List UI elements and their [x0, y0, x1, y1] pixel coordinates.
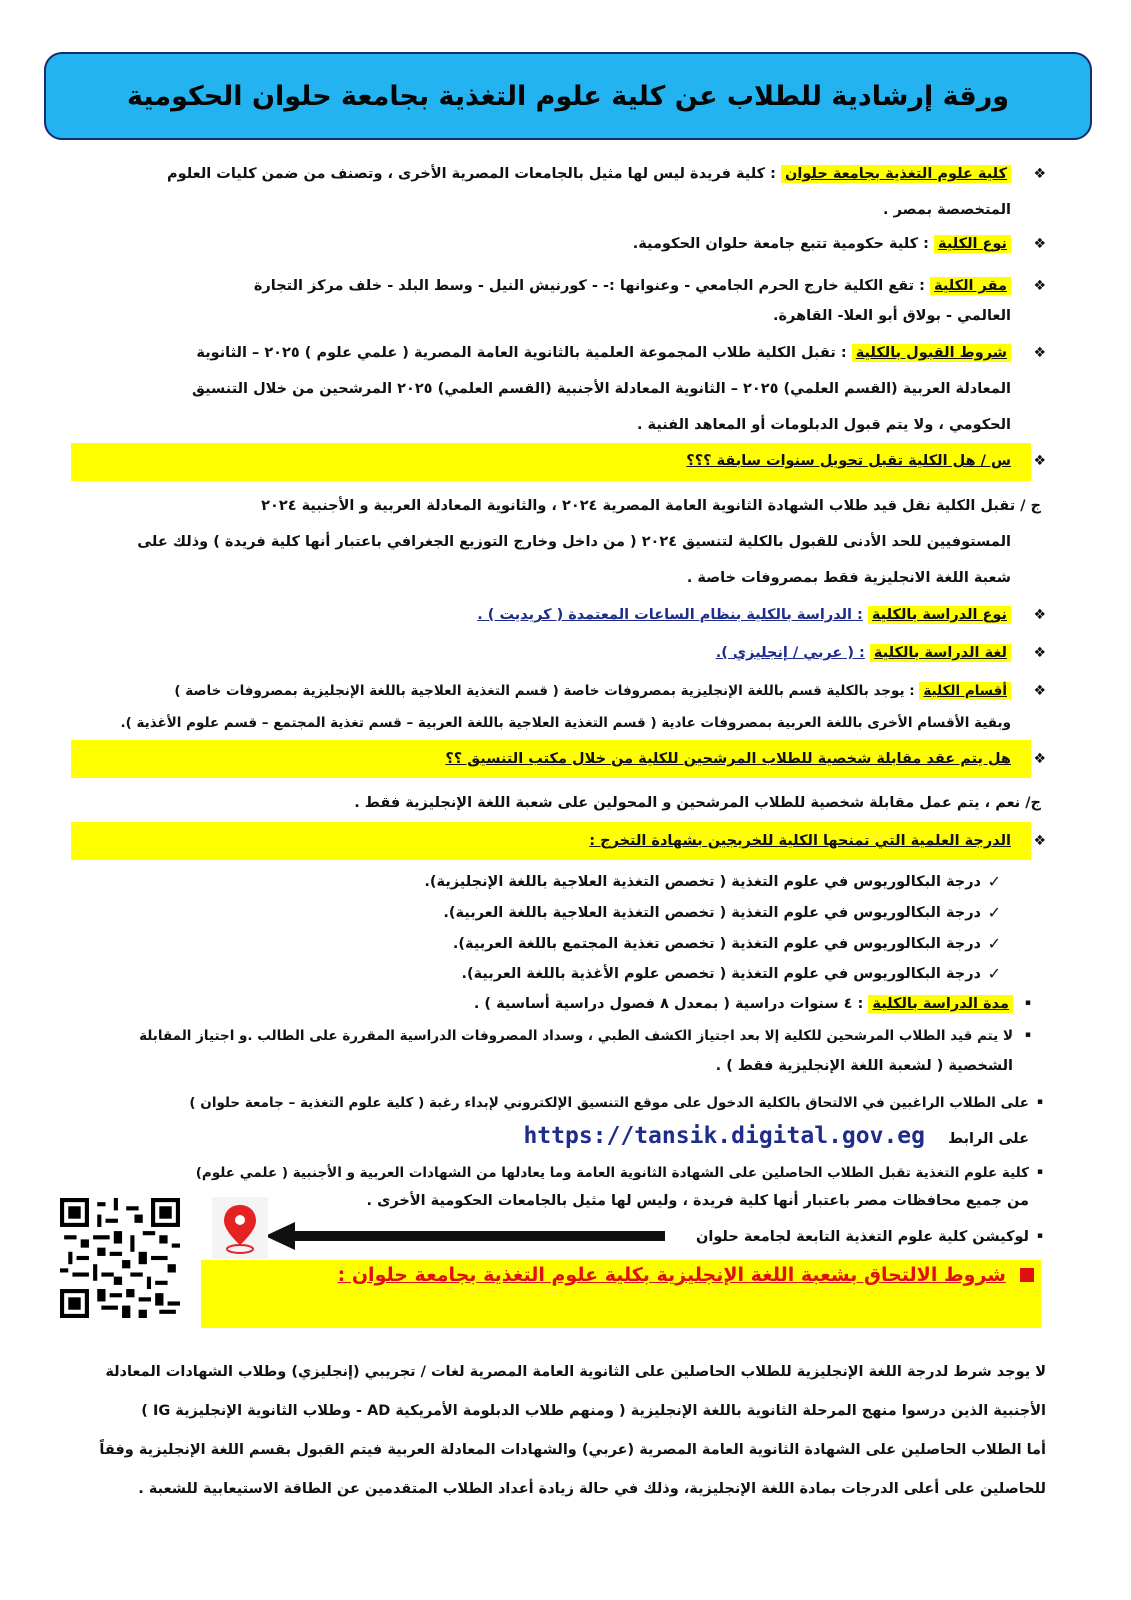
admission-label: شروط القبول بالكلية: [852, 344, 1011, 362]
departments-text: : يوجد بالكلية قسم باللغة الإنجليزية بمصروفات خاصة ( قسم التغذية العلاجية باللغة الإنجليزية بمصروفات خاصة ): [174, 683, 915, 699]
admission-text: : تقبل الكلية طلاب المجموعة العلمية بالثانوية العامة المصرية ( علمي علوم ) ٢٠٢٥ – الثانوية: [196, 345, 847, 361]
degree-item: درجة البكالوريوس في علوم التغذية ( تخصص تغذية المجتمع باللغة العربية).: [452, 936, 981, 952]
answer-interview: ج/ نعم ، يتم عمل مقابلة شخصية للطلاب المرشحين و المحولين على شعبة اللغة الإنجليزية فقط .: [354, 795, 1041, 811]
square-bullet-icon: ▪: [1024, 998, 1031, 1008]
map-pin-icon[interactable]: [212, 1197, 268, 1259]
type-text: : كلية حكومية تتبع جامعة حلوان الحكومية.: [632, 236, 929, 252]
page-title-box: [44, 52, 1092, 140]
location-text-2: العالمي - بولاق أبو العلا- القاهرة.: [772, 308, 1011, 324]
apply-note: على الطلاب الراغبين في الالتحاق بالكلية الدخول على موقع التنسيق الإلكتروني لإبداء رغبة ( كلية علوم التغذية – جامعة حلوان ): [189, 1095, 1029, 1111]
study-type-text: : الدراسة بالكلية بنظام الساعات المعتمدة ( كريديت ) .: [477, 607, 863, 623]
departments-text-2: وبقية الأقسام الأخرى باللغة العربية بمصروفات عادية ( قسم التغذية العلاجية باللغة العربية – قسم تغذية المجتمع – قسم علوم الأغذية ).: [120, 715, 1011, 731]
intro-text: : كلية فريدة ليس لها مثيل بالجامعات المصرية الأخرى ، وتصنف من ضمن كليات العلوم: [167, 166, 776, 182]
enroll-note-2: الشخصية ( لشعبة اللغة الإنجليزية فقط ) .: [715, 1058, 1013, 1074]
bullet-icon: ❖: [1033, 833, 1046, 849]
accept-note: كلية علوم التغذية تقبل الطلاب الحاصلين على الشهادة الثانوية العامة وما يعادلها من الشهادات العربية و الأجنبية ( علمي علوم): [195, 1165, 1029, 1181]
english-heading: شروط الالتحاق بشعبة اللغة الإنجليزية بكلية علوم التغذية بجامعة حلوان :: [337, 1264, 1006, 1286]
bullet-icon: ❖: [1033, 345, 1046, 361]
language-label: لغة الدراسة بالكلية: [870, 644, 1011, 662]
language-text: : ( عربي / إنجليزي ).: [715, 645, 865, 661]
location-note: لوكيشن كلية علوم التغذية التابعة لجامعة حلوان: [695, 1229, 1029, 1245]
bullet-icon: ❖: [1033, 607, 1046, 623]
bullet-icon: ❖: [1033, 751, 1046, 767]
admission-text-3: الحكومي ، ولا يتم قبول الدبلومات أو المعاهد الفنية .: [636, 417, 1011, 433]
check-icon: ✓: [987, 903, 1001, 922]
duration-label: مدة الدراسة بالكلية: [868, 995, 1013, 1013]
question-interview: هل يتم عقد مقابلة شخصية للطلاب المرشحين للكلية من خلال مكتب التنسيق ؟؟: [445, 751, 1011, 767]
location-label: مقر الكلية: [930, 277, 1011, 295]
bullet-icon: ❖: [1033, 453, 1046, 469]
admission-text-2: المعادلة العربية (القسم العلمي) ٢٠٢٥ – الثانوية المعادلة الأجنبية (القسم العلمي) ٢٠٢٥ المرشحين من خلال التنسيق: [192, 381, 1011, 397]
arrow-left-icon: [265, 1222, 665, 1250]
tansik-link[interactable]: https://tansik.digital.gov.eg: [523, 1123, 926, 1149]
square-bullet-icon: ▪: [1036, 1231, 1043, 1241]
red-square-bullet-icon: [1020, 1268, 1034, 1282]
question-transfer: س / هل الكلية تقبل تحويل سنوات سابقة ؟؟؟: [686, 453, 1011, 469]
page-title: ورقة إرشادية للطلاب عن كلية علوم التغذية بجامعة حلوان الحكومية: [126, 80, 1010, 112]
duration-text: : ٤ سنوات دراسية ( بمعدل ٨ فصول دراسية أساسية ) .: [473, 996, 864, 1012]
bullet-icon: ❖: [1033, 236, 1046, 252]
square-bullet-icon: ▪: [1024, 1030, 1031, 1040]
check-icon: ✓: [987, 934, 1001, 953]
answer-transfer-3: شعبة اللغة الانجليزية فقط بمصروفات خاصة .: [686, 570, 1011, 586]
degree-item: درجة البكالوريوس في علوم التغذية ( تخصص علوم الأغذية باللغة العربية).: [461, 966, 981, 982]
degree-item: درجة البكالوريوس في علوم التغذية ( تخصص التغذية العلاجية باللغة العربية).: [443, 905, 981, 921]
check-icon: ✓: [987, 872, 1001, 891]
square-bullet-icon: ▪: [1036, 1167, 1043, 1177]
answer-transfer-1: ج / تقبل الكلية نقل قيد طلاب الشهادة الثانوية العامة المصرية ٢٠٢٤ ، والثانوية المعادلة العربية و الأجنبية ٢٠٢٤: [261, 498, 1041, 514]
accept-note-2: من جميع محافظات مصر باعتبار أنها كلية فريدة ، وليس لها مثيل بالجامعات الحكومية الأخرى .: [366, 1193, 1029, 1209]
location-text: : تقع الكلية خارج الحرم الجامعي - وعنوانها :- - كورنيش النيل - وسط البلد - خلف مركز التجارة: [253, 278, 925, 294]
degree-item: درجة البكالوريوس في علوم التغذية ( تخصص التغذية العلاجية باللغة الإنجليزية).: [424, 874, 981, 890]
link-label: على الرابط: [948, 1131, 1029, 1147]
english-paragraph-3: أما الطلاب الحاصلين على الشهادة الثانوية العامة المصرية (عربي) والشهادات المعادلة العربية فيتم القبول بقسم اللغة الإنجليزية وفقاً: [99, 1442, 1046, 1458]
study-type-label: نوع الدراسة بالكلية: [868, 606, 1011, 624]
question-degree: الدرجة العلمية التي تمنحها الكلية للخريجين بشهادة التخرج :: [589, 833, 1011, 849]
answer-transfer-2: المستوفيين للحد الأدنى للقبول بالكلية لتنسيق ٢٠٢٤ ( من داخل وخارج التوزيع الجغرافي باعتبار أنها كلية فريدة ) وذلك على: [137, 534, 1011, 550]
bullet-icon: ❖: [1033, 645, 1046, 661]
qr-code-icon[interactable]: [60, 1198, 180, 1318]
enroll-note: لا يتم قيد الطلاب المرشحين للكلية إلا بعد اجتياز الكشف الطبي ، وسداد المصروفات الدراسية المقررة على الطالب .و اجتياز المقابلة: [139, 1028, 1013, 1044]
english-paragraph-1: لا يوجد شرط لدرجة اللغة الإنجليزية للطلاب الحاصلين على الثانوية العامة المصرية لغات / تجريبي (إنجليزي) وطلاب الشهادات المعادلة: [105, 1364, 1046, 1380]
type-label: نوع الكلية: [934, 235, 1011, 253]
bullet-icon: ❖: [1033, 683, 1046, 699]
intro-label: كلية علوم التغذية بجامعة حلوان: [781, 165, 1011, 183]
intro-text-2: المتخصصة بمصر .: [883, 202, 1011, 218]
bullet-icon: ❖: [1033, 278, 1046, 294]
departments-label: أقسام الكلية: [919, 682, 1011, 700]
english-paragraph-4: للحاصلين على أعلى الدرجات بمادة اللغة الإنجليزية، وذلك في حالة زيادة أعداد الطلاب المتقدمين عن الطاقة الاستيعابية للشعبة .: [138, 1481, 1046, 1497]
check-icon: ✓: [987, 964, 1001, 983]
square-bullet-icon: ▪: [1036, 1097, 1043, 1107]
bullet-icon: ❖: [1033, 166, 1046, 182]
english-paragraph-2: الأجنبية الذين درسوا منهج المرحلة الثانوية باللغة الإنجليزية ( ومنهم طلاب الدبلومة الأمريكية AD - وطلاب الثانوية الإنجليزية IG ): [141, 1403, 1046, 1419]
